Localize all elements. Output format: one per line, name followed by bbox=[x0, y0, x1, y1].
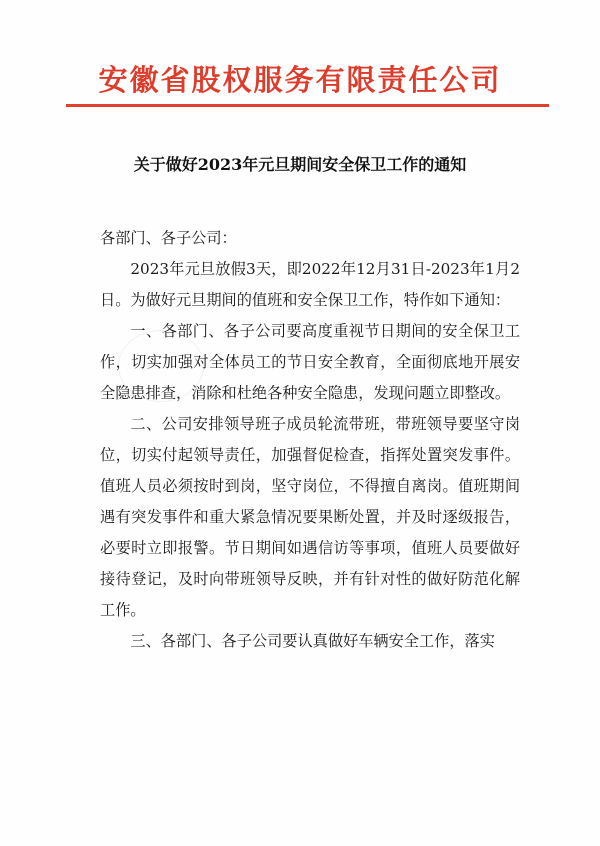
notice-paragraph-2: 二、公司安排领导班子成员轮流带班，带班领导要坚守岗位，切实付起领导责任，加强督促检查，指挥处置突发事件。值班人员必须按时到岗，坚守岗位，不得擅自离岗。值班期间遇有突发事件和重大紧急情况要果断处置，并及时逐级报告，必要时立即报警。节日期间如遇信访等事项，值班人员要做好接待登记，及时向带班领导反映，并有针对性的做好防范化解工作。 bbox=[100, 415, 520, 619]
notice-paragraph-1: 一、各部门、各子公司要高度重视节日期间的安全保卫工作，切实加强对全体员工的节日安全教育，全面彻底地开展安全隐患排查，消除和杜绝各种安全隐患，发现问题立即整改。 bbox=[100, 322, 520, 402]
letterhead-red-rule bbox=[66, 104, 549, 107]
notice-paragraph-3: 三、各部门、各子公司要认真做好车辆安全工作，落实 bbox=[130, 632, 495, 650]
notice-title: 关于做好2023年元旦期间安全保卫工作的通知 bbox=[133, 155, 467, 174]
letterhead-company-name: 安徽省股权服务有限责任公司 bbox=[98, 63, 502, 97]
notice-salutation: 各部门、各子公司： bbox=[100, 229, 237, 247]
notice-paragraph-intro: 2023年元旦放假3天，即2022年12月31日-2023年1月2日。为做好元旦期间的值班和安全保卫工作，特作如下通知： bbox=[100, 260, 520, 309]
notice-body bbox=[100, 254, 520, 657]
